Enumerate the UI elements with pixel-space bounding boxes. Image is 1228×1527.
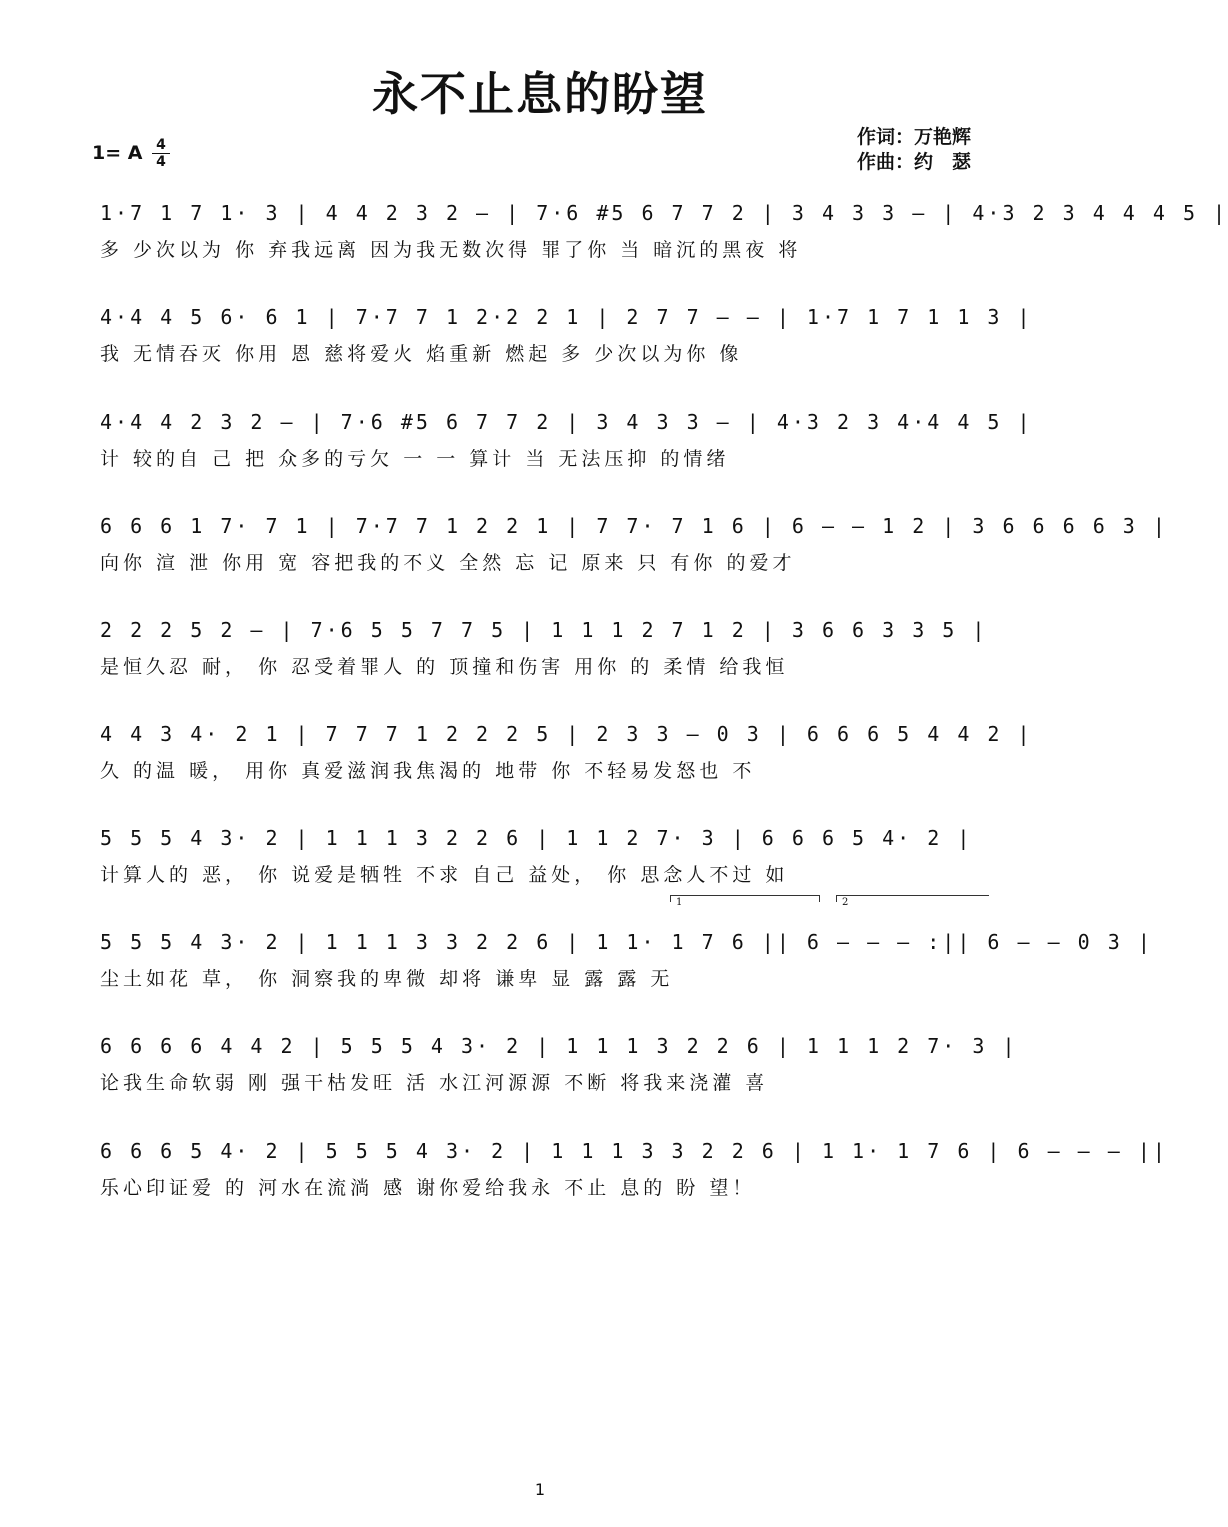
meter-bottom: 4 [156,154,166,170]
notation-line: 6 6 6 5 4· 2 | 5 5 5 4 3· 2 | 1 1 1 3 3 2 2 6 | 1 1· 1 7 6 | 6 — — — || [100,1139,1168,1163]
notation-line: 1·7 1 7 1· 3 | 4 4 2 3 2 — | 7·6 #5 6 7 7 2 | 3 4 3 3 — | 4·3 2 3 4 4 4 5 | [100,201,1228,225]
score-system [100,297,1033,365]
page-number: 1 [534,1480,546,1499]
lyrics-line: 尘土如花 草， 你 洞察我的卑微 却将 谦卑 显 露 露 无 [100,968,674,990]
notation-line: 4·4 4 2 3 2 — | 7·6 #5 6 7 7 2 | 3 4 3 3 — | 4·3 2 3 4·4 4 5 | [100,410,1033,434]
notation-line: 5 5 5 4 3· 2 | 1 1 1 3 3 2 2 6 | 1 1· 1 7 6 || 6 — — — :|| 6 — — 0 3 | [100,930,1153,954]
time-signature [152,138,170,169]
score-system [100,818,992,886]
score-system [100,714,1033,782]
second-ending-label: 2 [842,897,849,908]
lyrics-line: 久 的温 暖， 用你 真爱滋润我焦渴的 地带 你 不轻易发怒也 不 [100,760,756,782]
notation-line: 6 6 6 1 7· 7 1 | 7·7 7 1 2 2 1 | 7 7· 7 1 6 | 6 — — 1 2 | 3 6 6 6 6 3 | [100,514,1168,538]
first-ending-bracket [670,895,820,902]
lyrics-line: 向你 渲 泄 你用 宽 容把我的不义 全然 忘 记 原来 只 有你 的爱才 [100,552,796,574]
lyrics-line: 乐心印证爱 的 河水在流淌 感 谢你爱给我永 不止 息的 盼 望！ [100,1177,756,1199]
score-system [100,922,1153,990]
lyrics-line: 计算人的 恶， 你 说爱是牺牲 不求 自己 益处， 你 思念人不过 如 [100,864,789,886]
notation-line: 4 4 3 4· 2 1 | 7 7 7 1 2 2 2 5 | 2 3 3 — 0 3 | 6 6 6 5 4 4 2 | [100,722,1033,746]
score-system [100,506,1168,574]
score-system [100,193,1228,261]
key-signature: 1= A [92,142,143,164]
score-system [100,610,992,678]
notation-line: 5 5 5 4 3· 2 | 1 1 1 3 2 2 6 | 1 1 2 7· 3 | 6 6 6 5 4· 2 | [100,826,973,850]
lyrics-line: 论我生命软弱 刚 强干枯发旺 活 水江河源源 不断 将我来浇灌 喜 [100,1072,769,1094]
lyrics-line: 是恒久忍 耐， 你 忍受着罪人 的 顶撞和伤害 用你 的 柔情 给我恒 [100,656,789,678]
credits [857,125,971,175]
lyrics-line: 计 较的自 己 把 众多的亏欠 一 一 算计 当 无法压抑 的情绪 [100,448,730,470]
score-system [100,402,1033,470]
score-system [100,1131,1168,1199]
score-system [100,1026,1018,1094]
lyricist: 作词：万艳辉 [857,126,972,148]
second-ending-bracket [836,895,989,902]
notation-line: 4·4 4 5 6· 6 1 | 7·7 7 1 2·2 2 1 | 2 7 7 — — | 1·7 1 7 1 1 3 | [100,305,1033,329]
notation-line: 2 2 2 5 2 — | 7·6 5 5 7 7 5 | 1 1 1 2 7 1 2 | 3 6 6 3 3 5 | [100,618,988,642]
lyrics-line: 多 少次以为 你 弃我远离 因为我无数次得 罪了你 当 暗沉的黑夜 将 [100,239,802,261]
notation-line: 6 6 6 6 4 4 2 | 5 5 5 4 3· 2 | 1 1 1 3 2 2 6 | 1 1 1 2 7· 3 | [100,1034,1018,1058]
composer: 作曲：约 瑟 [857,151,972,173]
lyrics-line: 我 无情吞灭 你用 恩 慈将爱火 焰重新 燃起 多 少次以为你 像 [100,343,743,365]
meter-top: 4 [156,137,166,153]
first-ending-label: 1 [676,897,683,908]
song-title: 永不止息的盼望 [372,67,708,121]
